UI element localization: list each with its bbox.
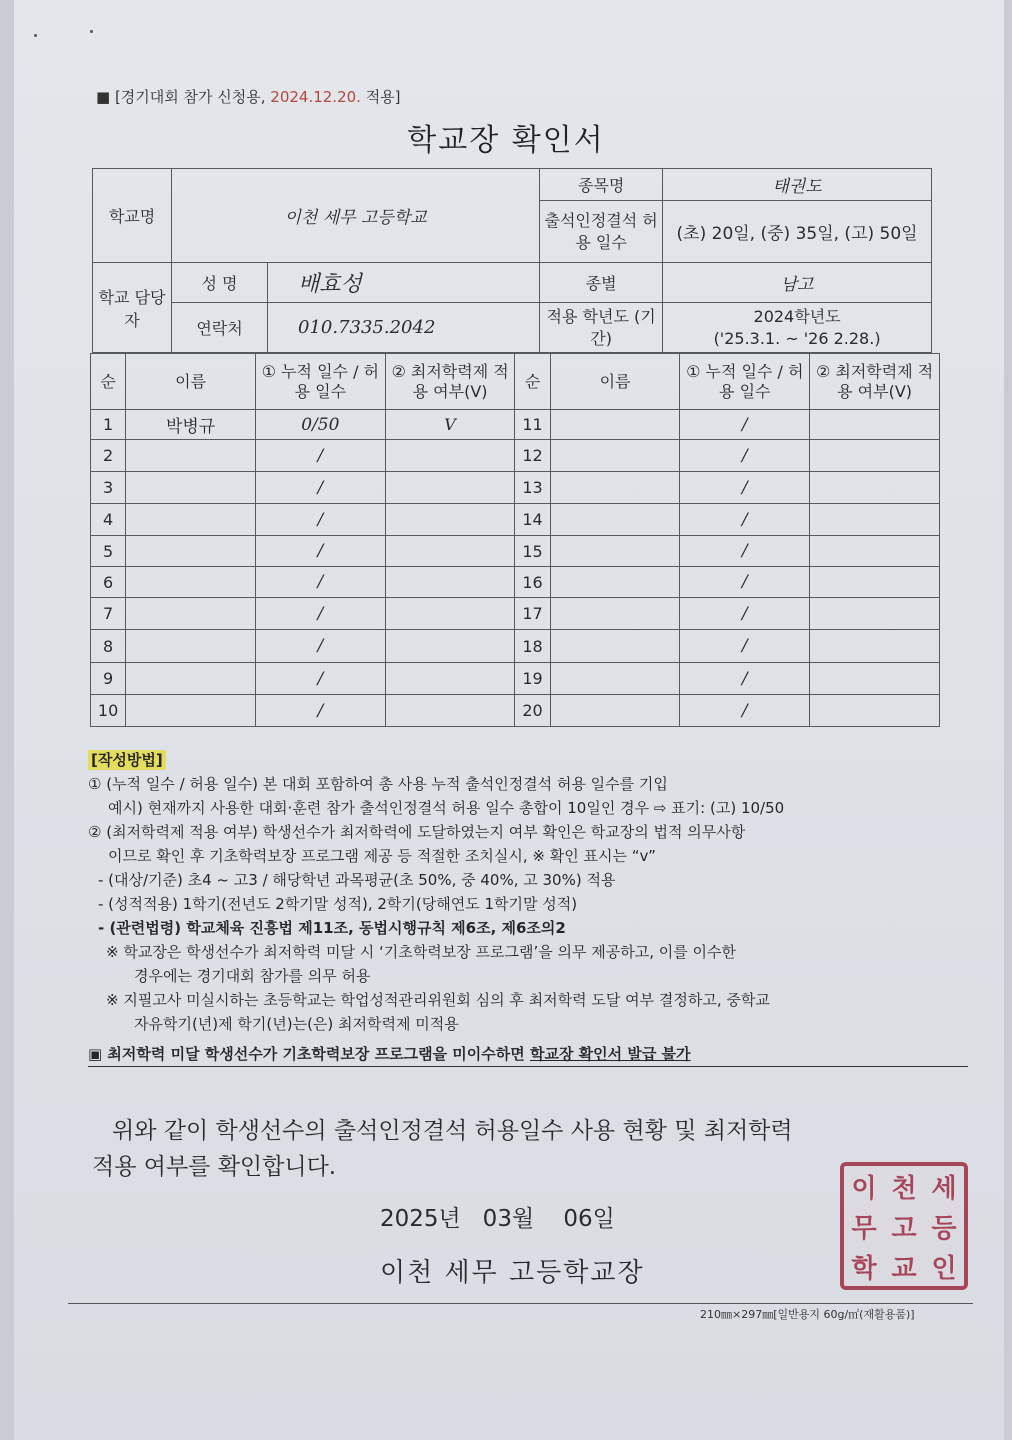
row-name-right [550, 472, 680, 504]
row-days-right: / [680, 440, 810, 472]
guide-warning-text: ▣ 최저학력 미달 학생선수가 기초학력보장 프로그램을 미이수하면 [88, 1045, 530, 1063]
row-check-right [810, 536, 940, 567]
row-name: 박병규 [126, 410, 256, 440]
row-name [126, 440, 256, 472]
row-name-right [550, 663, 680, 695]
guide-line: - (성적적용) 1학기(전년도 2학기말 성적), 2학기(당해연도 1학기말 성적) [98, 895, 578, 913]
row-name [126, 536, 256, 567]
row-check [385, 504, 515, 536]
col-check: ② 최저학력제 적용 여부(V) [385, 354, 515, 410]
row-days: / [255, 598, 385, 630]
guide-line: 이므로 확인 후 기초학력보장 프로그램 제공 등 적절한 조치실시, ※ 확인 표시는 “v” [108, 847, 656, 865]
seal-character: 세 [931, 1173, 957, 1204]
row-check [385, 440, 515, 472]
row-check-right [810, 440, 940, 472]
row-days: / [255, 504, 385, 536]
row-days: / [255, 567, 385, 598]
manager-label: 학교 담당자 [93, 263, 172, 353]
row-no-right: 12 [515, 440, 550, 472]
table-row [91, 536, 940, 567]
speck [34, 34, 37, 37]
row-no: 9 [91, 663, 126, 695]
row-days-right: / [680, 567, 810, 598]
row-name-right [550, 630, 680, 663]
footer-divider [68, 1303, 973, 1304]
row-no: 7 [91, 598, 126, 630]
row-check-right [810, 598, 940, 630]
header-date: 2024.12.20. [270, 88, 361, 106]
guide-line: 자유학기(년)제 학기(년)는(은) 최저학력제 미적용 [134, 1015, 459, 1033]
col-check-right: ② 최저학력제 적용 여부(V) [810, 354, 940, 410]
row-name [126, 630, 256, 663]
guide-line: 경우에는 경기대회 참가를 의무 허용 [134, 967, 371, 985]
row-no-right: 11 [515, 410, 550, 440]
col-days: ① 누적 일수 / 허용 일수 [255, 354, 385, 410]
row-no-right: 19 [515, 663, 550, 695]
row-check-right [810, 567, 940, 598]
speck [90, 30, 93, 33]
row-name-right [550, 440, 680, 472]
row-days-right: / [680, 504, 810, 536]
row-name [126, 598, 256, 630]
contact-label: 연락처 [172, 303, 268, 353]
row-no: 4 [91, 504, 126, 536]
row-days: / [255, 663, 385, 695]
row-check-right [810, 504, 940, 536]
row-days: / [255, 630, 385, 663]
row-no: 10 [91, 695, 126, 727]
school-value: 이천 세무 고등학교 [172, 169, 540, 263]
guide-tag: [작성방법] [88, 750, 166, 770]
student-rows [91, 410, 940, 727]
table-row [91, 410, 940, 440]
guide-line: ※ 학교장은 학생선수가 최저학력 미달 시 ‘기초학력보장 프로그램’을 의무 제공하고, 이를 이수한 [106, 943, 736, 961]
form-header-note [96, 86, 401, 107]
col-name-right: 이름 [550, 354, 680, 410]
guide-warning-emphasis: 학교장 확인서 발급 불가 [529, 1045, 691, 1063]
row-days-right: / [680, 695, 810, 727]
row-name [126, 567, 256, 598]
table-row [91, 663, 940, 695]
writing-guide [88, 748, 968, 1067]
row-check [385, 663, 515, 695]
header-prefix: ■ [경기대회 참가 신청용, [96, 88, 271, 106]
row-check [385, 598, 515, 630]
row-check [385, 536, 515, 567]
row-no: 6 [91, 567, 126, 598]
seal-character: 천 [891, 1173, 917, 1204]
row-days: / [255, 472, 385, 504]
guide-line: - (대상/기준) 초4 ~ 고3 / 해당학년 과목평균(초 50%, 중 40%, 고 30%) 적용 [98, 871, 616, 889]
event-value: 태권도 [663, 169, 932, 201]
principal-name: 이천 세무 고등학교장 [380, 1258, 645, 1288]
col-name: 이름 [126, 354, 256, 410]
guide-line: ② (최저학력제 적용 여부) 학생선수가 최저학력에 도달하였는지 여부 확인은 학교장의 법적 의무사항 [88, 823, 746, 841]
info-table [92, 168, 932, 353]
confirm-line: 적용 여부를 확인합니다. [92, 1154, 337, 1180]
confirmation-text [92, 1113, 952, 1185]
seal-character: 교 [891, 1253, 917, 1284]
seal-character: 등 [931, 1213, 957, 1244]
seal-character: 이 [851, 1173, 877, 1204]
row-check-right [810, 410, 940, 440]
row-check [385, 567, 515, 598]
guide-line: ※ 지필고사 미실시하는 초등학교는 학업성적관리위원회 심의 후 최저학력 도달 여부 결정하고, 중학교 [106, 991, 770, 1009]
seal-character: 무 [851, 1213, 877, 1244]
row-check-right [810, 630, 940, 663]
event-label: 종목명 [540, 169, 663, 201]
row-days: / [255, 695, 385, 727]
seal-character: 고 [891, 1213, 917, 1244]
row-check: V [385, 410, 515, 440]
seal-character: 인 [931, 1253, 957, 1284]
col-no: 순 [91, 354, 126, 410]
official-seal [840, 1162, 968, 1290]
row-check-right [810, 663, 940, 695]
row-no-right: 20 [515, 695, 550, 727]
row-check [385, 472, 515, 504]
row-name-right [550, 567, 680, 598]
issue-date: 2025년 03월 06일 [380, 1206, 615, 1232]
year-period: ('25.3.1. ~ '26 2.28.) [713, 328, 881, 348]
row-no-right: 18 [515, 630, 550, 663]
row-days-right: / [680, 663, 810, 695]
year-cell [663, 303, 932, 353]
row-name [126, 504, 256, 536]
row-no-right: 17 [515, 598, 550, 630]
row-check-right [810, 472, 940, 504]
row-name [126, 472, 256, 504]
row-days-right: / [680, 630, 810, 663]
row-no-right: 14 [515, 504, 550, 536]
guide-line: 예시) 현재까지 사용한 대회·훈련 참가 출석인정결석 허용 일수 총합이 10일인 경우 ⇨ 표기: (고) 10/50 [108, 799, 785, 817]
row-check [385, 630, 515, 663]
year-label: 적용 학년도 (기간) [540, 303, 663, 353]
row-days: 0/50 [255, 410, 385, 440]
row-no: 5 [91, 536, 126, 567]
guide-warning [88, 1042, 968, 1067]
seal-character: 학 [851, 1253, 877, 1284]
guide-line: ① (누적 일수 / 허용 일수) 본 대회 포함하여 총 사용 누적 출석인정결석 허용 일수를 기입 [88, 775, 668, 793]
table-row [91, 472, 940, 504]
row-no: 3 [91, 472, 126, 504]
confirm-line: 위와 같이 학생선수의 출석인정결석 허용일수 사용 현황 및 최저학력 [112, 1118, 793, 1144]
col-no-right: 순 [515, 354, 550, 410]
paper-spec: 210㎜×297㎜[일반용지 60g/㎡(재활용품)] [700, 1308, 915, 1321]
type-label: 종별 [540, 263, 663, 303]
row-no-right: 15 [515, 536, 550, 567]
document-title: 학교장 확인서 [407, 123, 605, 158]
school-label: 학교명 [93, 169, 172, 263]
row-no: 8 [91, 630, 126, 663]
table-row [91, 630, 940, 663]
row-name-right [550, 598, 680, 630]
header-suffix: 적용] [360, 88, 401, 106]
student-list-table [90, 353, 940, 727]
row-days-right: / [680, 536, 810, 567]
row-days-right: / [680, 472, 810, 504]
name-value: 배효성 [268, 263, 540, 303]
table-row [91, 567, 940, 598]
row-no-right: 13 [515, 472, 550, 504]
name-label: 성 명 [172, 263, 268, 303]
row-no-right: 16 [515, 567, 550, 598]
days-value: (초) 20일, (중) 35일, (고) 50일 [663, 201, 932, 263]
guide-line: - (관련법령) 학교체육 진흥법 제11조, 동법시행규칙 제6조, 제6조의2 [98, 919, 566, 937]
row-name [126, 663, 256, 695]
table-row [91, 598, 940, 630]
row-check [385, 695, 515, 727]
contact-value: 010.7335.2042 [268, 303, 540, 353]
row-name-right [550, 410, 680, 440]
row-days: / [255, 440, 385, 472]
row-days-right: / [680, 598, 810, 630]
row-no: 2 [91, 440, 126, 472]
table-row [91, 504, 940, 536]
row-name-right [550, 695, 680, 727]
row-check-right [810, 695, 940, 727]
row-days: / [255, 536, 385, 567]
days-label: 출석인정결석 허용 일수 [540, 201, 663, 263]
col-days-right: ① 누적 일수 / 허용 일수 [680, 354, 810, 410]
year-value: 2024학년도 [753, 306, 841, 326]
table-row [91, 440, 940, 472]
row-days-right: / [680, 410, 810, 440]
row-name [126, 695, 256, 727]
row-name-right [550, 536, 680, 567]
row-name-right [550, 504, 680, 536]
table-row [91, 695, 940, 727]
type-value: 남고 [663, 263, 932, 303]
row-no: 1 [91, 410, 126, 440]
